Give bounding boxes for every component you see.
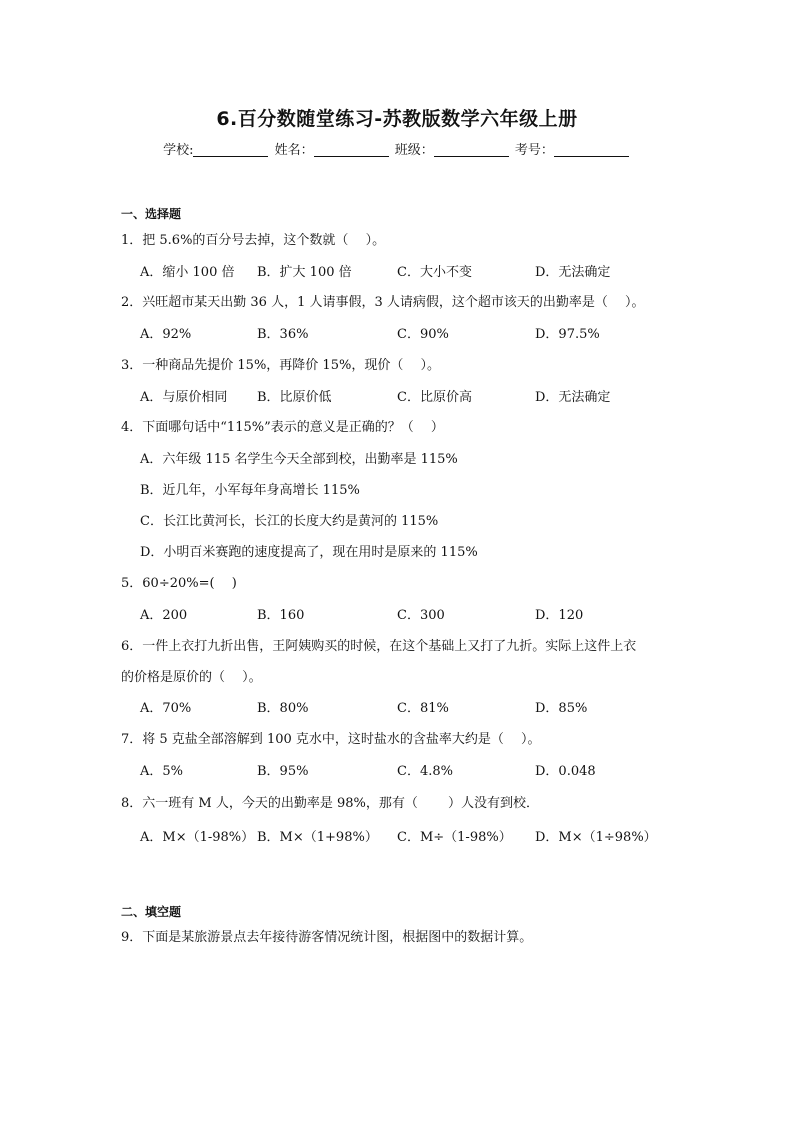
option-a[interactable]: A．200: [140, 608, 188, 623]
question-4: 4．下面哪句话中“115%”表示的意义是正确的？（ ）: [121, 420, 444, 435]
option-a[interactable]: A．92%: [140, 327, 192, 342]
option-b[interactable]: B．95%: [257, 764, 309, 779]
option-a[interactable]: A．六年级 115 名学生今天全部到校，出勤率是 115%: [140, 452, 458, 467]
option-a[interactable]: A．70%: [140, 701, 192, 716]
question-7-options: [140, 760, 700, 780]
question-6: 6．一件上衣打九折出售，王阿姨购买的时候，在这个基础上又打了九折。实际上这件上衣: [121, 639, 637, 654]
section-heading-choice: 一、选择题: [121, 207, 182, 221]
option-b[interactable]: B．近几年，小军每年身高增长 115%: [140, 483, 360, 498]
option-b[interactable]: B．M×（1+98%）: [257, 830, 378, 845]
school-blank[interactable]: [193, 142, 268, 157]
question-3-options: [140, 386, 700, 406]
option-d[interactable]: D．97.5%: [535, 327, 600, 342]
section-heading-fill-blank: 二、填空题: [121, 905, 182, 919]
question-2: 2．兴旺超市某天出勤 36 人，1 人请事假，3 人请病假，这个超市该天的出勤率是（ ）。: [121, 295, 645, 310]
option-c[interactable]: C．长江比黄河长，长江的长度大约是黄河的 115%: [140, 514, 439, 529]
option-c[interactable]: C．比原价高: [397, 390, 472, 405]
question-6-options: [140, 697, 700, 717]
option-c[interactable]: C．90%: [397, 327, 449, 342]
question-1-options: [140, 261, 700, 281]
option-a[interactable]: A．M×（1-98%）: [140, 830, 255, 845]
option-c[interactable]: C．81%: [397, 701, 449, 716]
option-d[interactable]: D．120: [535, 608, 584, 623]
question-8: 8．六一班有 M 人，今天的出勤率是 98%，那有（ ）人没有到校．: [121, 796, 540, 811]
option-a[interactable]: A．5%: [140, 764, 184, 779]
option-b[interactable]: B．扩大 100 倍: [257, 265, 352, 280]
option-a[interactable]: A．缩小 100 倍: [140, 265, 235, 280]
option-d[interactable]: D．85%: [535, 701, 588, 716]
option-d[interactable]: D．无法确定: [535, 390, 611, 405]
option-c[interactable]: C．大小不变: [397, 265, 472, 280]
question-7: 7．将 5 克盐全部溶解到 100 克水中，这时盐水的含盐率大约是（ ）。: [121, 732, 541, 747]
page-title: 6.百分数随堂练习-苏教版数学六年级上册: [216, 108, 578, 130]
name-blank[interactable]: [314, 142, 389, 157]
question-9: 9．下面是某旅游景点去年接待游客情况统计图，根据图中的数据计算。: [121, 930, 533, 945]
question-6-continued: 的价格是原价的（ ）。: [121, 670, 262, 685]
option-c[interactable]: C．4.8%: [397, 764, 453, 779]
option-b[interactable]: B．36%: [257, 327, 309, 342]
class-blank[interactable]: [434, 142, 509, 157]
class-label: 班级：: [394, 143, 434, 158]
option-d[interactable]: D．小明百米赛跑的速度提高了，现在用时是原来的 115%: [140, 545, 478, 560]
question-5-options: [140, 604, 700, 624]
number-label: 考号：: [514, 143, 554, 158]
option-c[interactable]: C．300: [397, 608, 445, 623]
student-info-line: [0, 139, 794, 158]
option-b[interactable]: B．160: [257, 608, 305, 623]
number-blank[interactable]: [554, 142, 629, 157]
question-3: 3．一种商品先提价 15%，再降价 15%，现价（ ）。: [121, 358, 440, 373]
option-a[interactable]: A．与原价相同: [140, 390, 228, 405]
question-1: 1．把 5.6%的百分号去掉，这个数就（ ）。: [121, 233, 386, 248]
option-d[interactable]: D．0.048: [535, 764, 596, 779]
option-d[interactable]: D．M×（1÷98%）: [535, 830, 657, 845]
school-label: 学校:: [163, 143, 194, 158]
option-b[interactable]: B．比原价低: [257, 390, 332, 405]
question-8-options: [140, 826, 700, 846]
option-d[interactable]: D．无法确定: [535, 265, 611, 280]
name-label: 姓名：: [274, 143, 314, 158]
question-2-options: [140, 323, 700, 343]
option-b[interactable]: B．80%: [257, 701, 309, 716]
question-5: 5．60÷20%=( ): [121, 576, 237, 591]
option-c[interactable]: C．M÷（1-98%）: [397, 830, 512, 845]
